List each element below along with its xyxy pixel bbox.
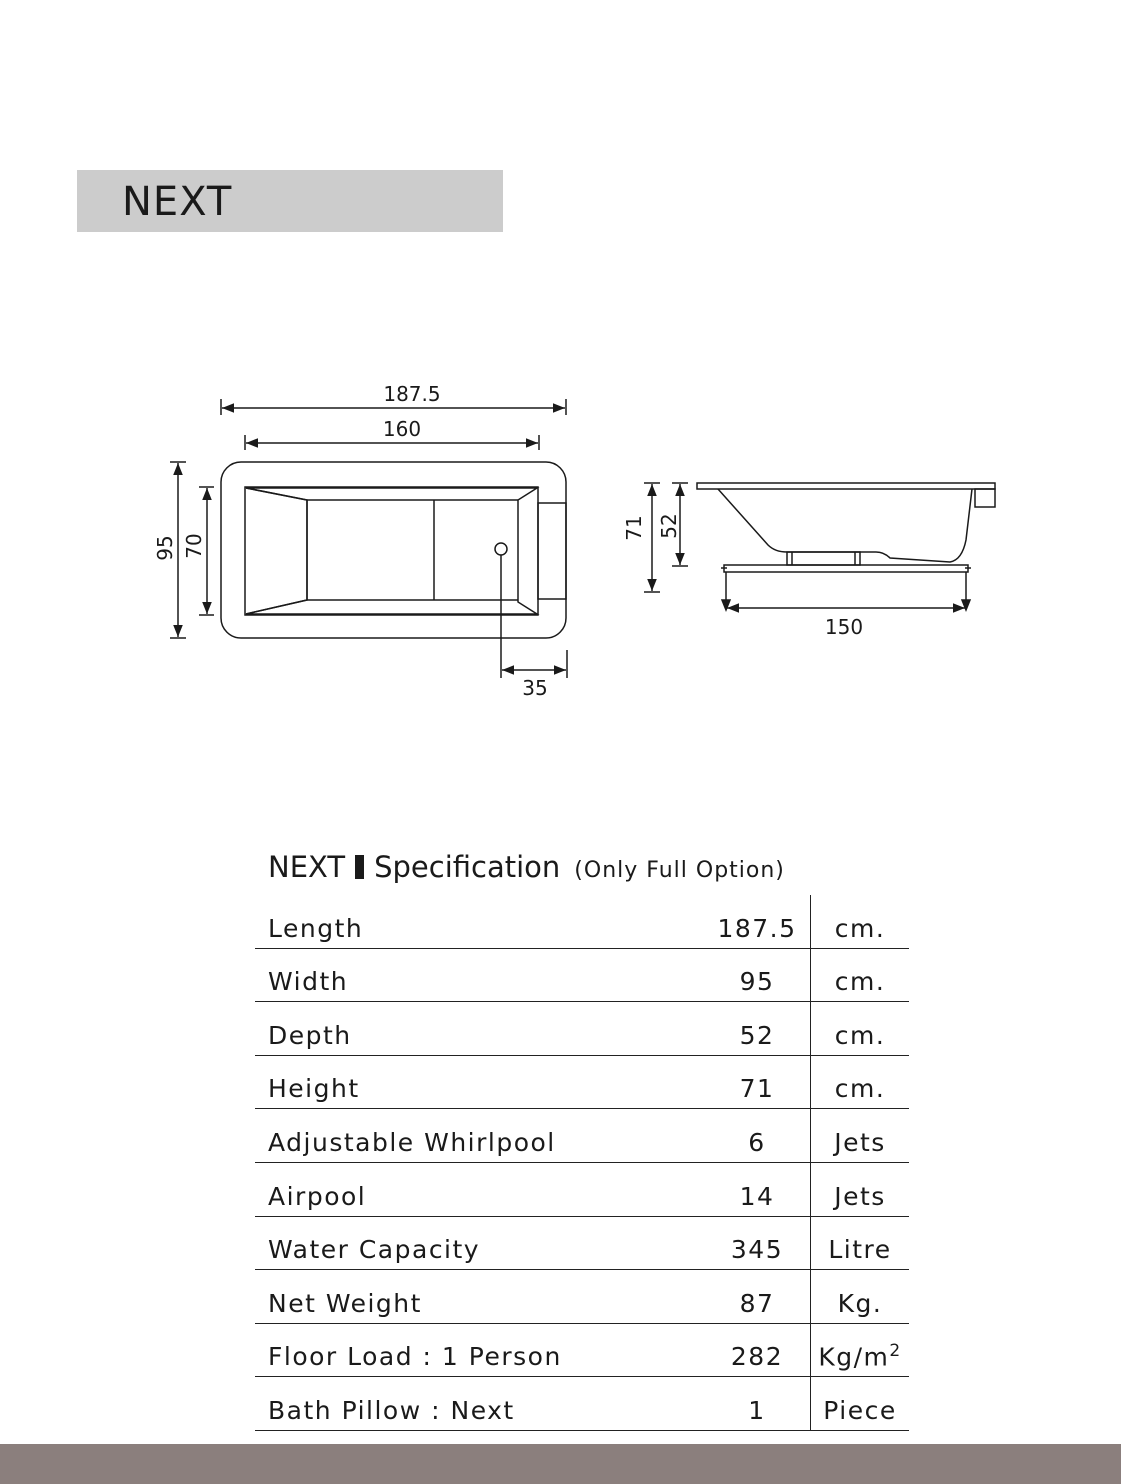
row-label: Width [255, 948, 712, 1002]
unit-base: Kg/m [818, 1342, 890, 1372]
label-drain-offset: 35 [522, 676, 548, 700]
row-unit: Jets [811, 1109, 910, 1163]
row-value: 1 [712, 1377, 811, 1431]
table-row [255, 1109, 909, 1163]
row-label: Adjustable Whirlpool [255, 1109, 712, 1163]
leg-right [962, 572, 970, 610]
tub-base-frame [724, 565, 968, 572]
side-control-box [975, 489, 995, 507]
row-unit: cm. [811, 948, 910, 1002]
row-unit: Litre [811, 1216, 910, 1270]
row-label: Floor Load : 1 Person [255, 1323, 712, 1377]
label-height: 71 [622, 515, 646, 541]
row-value: 187.5 [712, 895, 811, 948]
row-unit-area [811, 1323, 910, 1377]
unit-superscript: 2 [889, 1341, 902, 1362]
control-panel [538, 503, 566, 599]
tub-inner-rim [245, 487, 538, 615]
table-row [255, 1216, 909, 1270]
label-overall-width: 95 [153, 535, 177, 561]
table-row [255, 1270, 909, 1324]
table-row [255, 1002, 909, 1056]
row-label: Height [255, 1055, 712, 1109]
row-value: 6 [712, 1109, 811, 1163]
row-value: 52 [712, 1002, 811, 1056]
row-value: 14 [712, 1162, 811, 1216]
page-title: NEXT [122, 179, 233, 225]
leg-left [722, 572, 730, 610]
tub-rim [697, 483, 995, 489]
row-label: Water Capacity [255, 1216, 712, 1270]
label-inner-length: 160 [382, 417, 422, 441]
table-row [255, 1377, 909, 1431]
top-view [170, 399, 567, 678]
row-value: 345 [712, 1216, 811, 1270]
spec-heading: Specification [374, 850, 561, 884]
row-label: Airpool [255, 1162, 712, 1216]
row-value: 282 [712, 1323, 811, 1377]
row-label: Net Weight [255, 1270, 712, 1324]
spec-table [255, 895, 909, 1431]
spec-title [268, 850, 785, 884]
row-unit: Kg. [811, 1270, 910, 1324]
footer-band [0, 1444, 1121, 1484]
row-unit: cm. [811, 1002, 910, 1056]
spec-product-name: NEXT [268, 850, 346, 884]
drain-icon [495, 543, 507, 555]
label-inner-width: 70 [182, 533, 206, 559]
table-row [255, 948, 909, 1002]
row-label: Length [255, 895, 712, 948]
label-leg-span: 150 [824, 615, 864, 639]
technical-drawing [0, 0, 1121, 720]
tub-profile [718, 489, 972, 562]
row-unit: Jets [811, 1162, 910, 1216]
row-value: 95 [712, 948, 811, 1002]
table-row [255, 1162, 909, 1216]
table-row [255, 1055, 909, 1109]
side-view [644, 483, 995, 610]
row-label: Bath Pillow : Next [255, 1377, 712, 1431]
row-unit: cm. [811, 895, 910, 948]
row-unit: cm. [811, 1055, 910, 1109]
spec-note: (Only Full Option) [574, 858, 785, 883]
label-depth: 52 [657, 513, 681, 539]
row-value: 87 [712, 1270, 811, 1324]
row-unit: Piece [811, 1377, 910, 1431]
row-value: 71 [712, 1055, 811, 1109]
table-row [255, 1323, 909, 1377]
table-row [255, 895, 909, 948]
separator-bar [355, 855, 364, 879]
label-overall-length: 187.5 [383, 382, 441, 406]
tub-basin [246, 488, 537, 614]
row-label: Depth [255, 1002, 712, 1056]
tub-seat [787, 552, 860, 565]
